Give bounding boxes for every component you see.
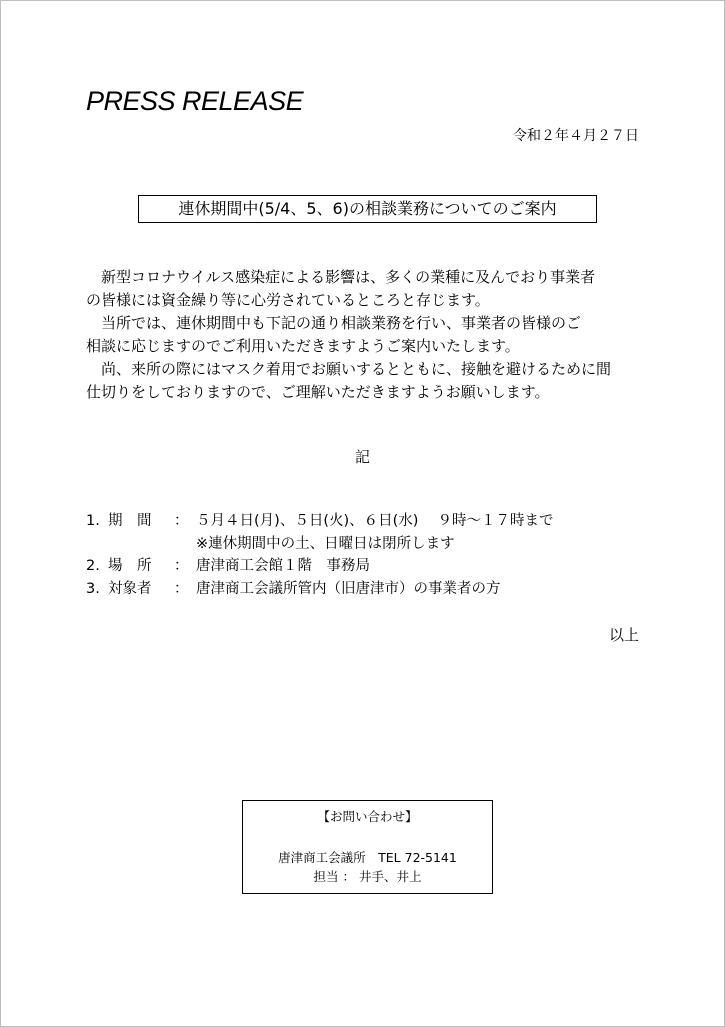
release-date: 令和２年４月２７日 [513,128,639,144]
detail-number: 2. [86,558,100,574]
body-line: 尚、来所の際にはマスク着用でお願いするとともに、接触を避けるために間 [86,360,612,378]
detail-note: ※連休期間中の土、日曜日は閉所します [196,535,455,552]
ki-marker: 記 [354,448,370,466]
detail-label: 場 所 [108,558,152,574]
detail-colon: ： [174,580,189,597]
detail-value: 唐津商工会議所管内（旧唐津市）の事業者の方 [196,580,501,597]
details-list [86,510,554,600]
contact-person: 担当 ： 井手、井上 [313,869,422,884]
body-line: 相談に応じますのでご利用いただきますようご案内いたします。 [86,337,520,355]
closing-mark: 以上 [608,626,639,644]
detail-label: 対象者 [108,580,152,597]
detail-location [86,555,554,578]
body-line: 新型コロナウイルス感染症による影響は、多くの業種に及んでおり事業者 [86,268,596,286]
document-title: 連休期間中(5/4、5、6)の相談業務についてのご案内 [138,195,597,223]
body-line: 仕切りをしておりますので、ご理解いただきますようお願いします。 [86,383,550,401]
contact-organization: 唐津商工会議所 TEL 72-5141 [278,850,457,865]
body-line: 当所では、連休期間中も下記の通り相談業務を行い、事業者の皆様のご [86,314,582,332]
contact-heading: 【お問い合わせ】 [317,809,418,824]
detail-value: ５月４日(月)、５日(火)、６日(水) ９時～１７時まで [196,513,554,529]
body-paragraphs [86,266,641,404]
detail-audience [86,578,554,601]
detail-colon: ： [174,558,189,574]
press-release-heading: PRESS RELEASE [86,86,304,116]
detail-number: 1. [86,513,100,529]
contact-box [242,800,493,894]
detail-colon: ： [174,513,189,529]
detail-period-note [86,533,554,556]
body-line: の皆様には資金繰り等に心労されているところと存じます。 [86,291,490,309]
detail-number: 3. [86,580,100,597]
detail-label: 期 間 [108,513,152,529]
detail-period [86,510,554,533]
detail-value: 唐津商工会館１階 事務局 [196,558,370,574]
